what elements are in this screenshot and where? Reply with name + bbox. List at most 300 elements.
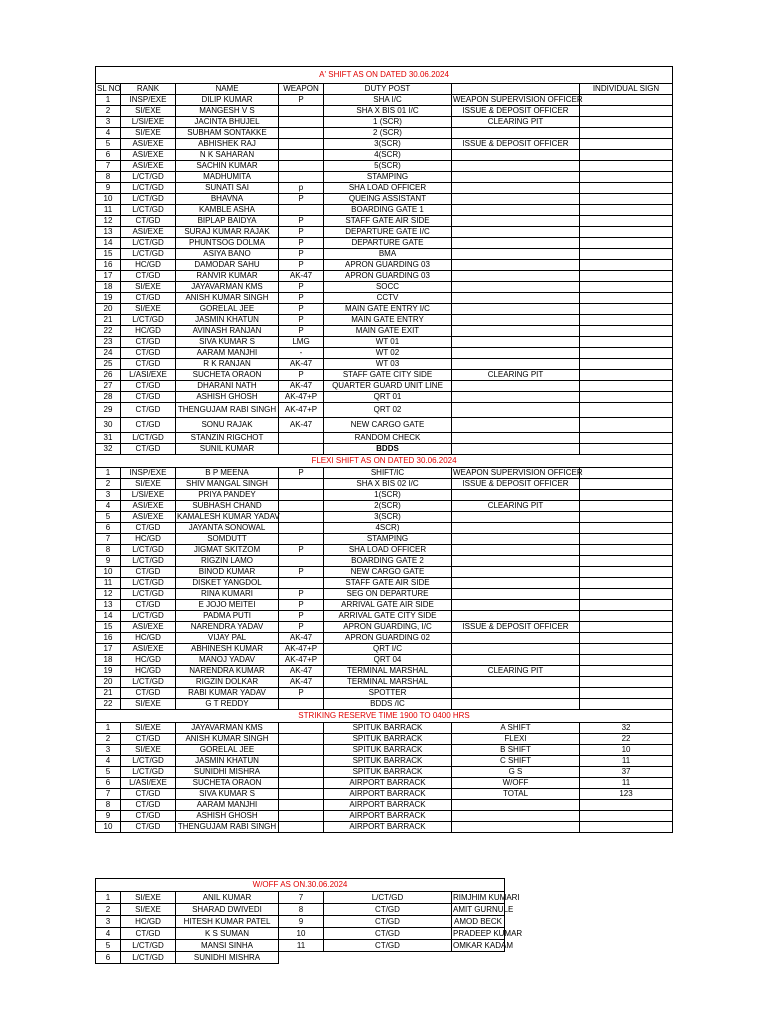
duty-post-cell: APRON GUARDING 03: [324, 271, 452, 282]
remarks-cell: ISSUE & DEPOSIT OFFICER: [452, 139, 580, 150]
table-row: [96, 952, 505, 964]
weapon-cell: P: [279, 282, 324, 293]
weapon-cell: P: [279, 468, 324, 479]
rank-cell: CT/GD: [121, 271, 176, 282]
name-cell: RIMJHIM KUMARI: [453, 892, 520, 902]
name-cell: ANISH KUMAR SINGH: [176, 734, 279, 745]
weapon-cell: [279, 501, 324, 512]
weapon-cell: P: [279, 304, 324, 315]
duty-post-cell: SHA LOAD OFFICER: [324, 545, 452, 556]
rank-cell: ASI/EXE: [121, 227, 176, 238]
duty-post-cell: QUEING ASSISTANT: [324, 194, 452, 205]
table-row: [96, 789, 673, 800]
duty-post-cell: RANDOM CHECK: [324, 433, 452, 444]
name-cell: SUNATI SAI: [176, 183, 279, 194]
weapon-cell: LMG: [279, 337, 324, 348]
sl-no-cell: 7: [279, 892, 324, 904]
sign-cell: [580, 418, 673, 433]
table-row: [96, 418, 673, 433]
table-row: [96, 161, 673, 172]
duty-post-cell: APRON GUARDING 03: [324, 260, 452, 271]
sign-cell: [580, 468, 673, 479]
remarks-cell: CLEARING PIT: [452, 117, 580, 128]
name-cell: BINOD KUMAR: [176, 567, 279, 578]
column-header: NAME: [176, 84, 279, 95]
duty-post-cell: CCTV: [324, 293, 452, 304]
sl-no-cell: 4: [96, 928, 121, 940]
remarks-cell: B SHIFT: [452, 745, 580, 756]
table-row: [96, 904, 505, 916]
table-row: [96, 403, 673, 418]
rank-cell: SI/EXE: [121, 699, 176, 710]
sign-cell: [580, 216, 673, 227]
remarks-cell: [452, 172, 580, 183]
sl-no-cell: 6: [96, 523, 121, 534]
remarks-cell: [452, 249, 580, 260]
table-row: [96, 916, 505, 928]
sl-no-cell: 14: [96, 611, 121, 622]
duty-post-cell: STAFF GATE AIR SIDE: [324, 578, 452, 589]
table-row: [96, 117, 673, 128]
sign-cell: [580, 800, 673, 811]
table-row: [96, 128, 673, 139]
weapon-cell: [279, 778, 324, 789]
duty-post-cell: WT 03: [324, 359, 452, 370]
rank-cell: L/CT/GD: [121, 433, 176, 444]
rank-cell: L/CT/GD: [121, 556, 176, 567]
remarks-cell: [452, 444, 580, 455]
name-cell: SURAJ KUMAR RAJAK: [176, 227, 279, 238]
woff-table: [95, 878, 523, 964]
table-row: [96, 778, 673, 789]
duty-post-cell: BOARDING GATE 1: [324, 205, 452, 216]
weapon-cell: [279, 512, 324, 523]
table-row: [96, 468, 673, 479]
sign-cell: [580, 699, 673, 710]
sign-cell: [580, 633, 673, 644]
rank-cell: CT/GD: [324, 916, 452, 928]
weapon-cell: P: [279, 589, 324, 600]
rank-cell: CT/GD: [324, 928, 452, 940]
rank-cell: HC/GD: [121, 655, 176, 666]
duty-post-cell: BMA: [324, 249, 452, 260]
rank-cell: CT/GD: [121, 403, 176, 418]
remarks-cell: [452, 418, 580, 433]
table-row: [96, 381, 673, 392]
section-title: FLEXI SHIFT AS ON DATED 30.06.2024: [96, 455, 673, 468]
name-cell: AVINASH RANJAN: [176, 326, 279, 337]
sl-no-cell: 12: [96, 589, 121, 600]
rank-cell: CT/GD: [121, 392, 176, 403]
table-row: [96, 359, 673, 370]
name-cell: PRIYA PANDEY: [176, 490, 279, 501]
name-cell: AARAM MANJHI: [176, 800, 279, 811]
weapon-cell: AK-47: [279, 677, 324, 688]
sl-no-cell: 1: [96, 892, 121, 904]
sign-cell: [580, 337, 673, 348]
sl-no-cell: 5: [96, 139, 121, 150]
duty-post-cell: 3(SCR): [324, 139, 452, 150]
table-row: [96, 567, 673, 578]
sl-no-cell: 3: [96, 117, 121, 128]
weapon-cell: P: [279, 216, 324, 227]
rank-cell: ASI/EXE: [121, 161, 176, 172]
rank-cell: HC/GD: [121, 633, 176, 644]
remarks-cell: [452, 271, 580, 282]
sl-no-cell: 10: [96, 822, 121, 833]
remarks-cell: ISSUE & DEPOSIT OFFICER: [452, 622, 580, 633]
rank-cell: HC/GD: [121, 916, 176, 928]
sl-no-cell: 4: [96, 501, 121, 512]
remarks-cell: [452, 293, 580, 304]
rank-cell: CT/GD: [121, 348, 176, 359]
table-row: [96, 578, 673, 589]
rank-cell: CT/GD: [121, 822, 176, 833]
rank-cell: HC/GD: [121, 326, 176, 337]
table-row: [96, 655, 673, 666]
sl-no-cell: 5: [96, 512, 121, 523]
rank-cell: L/CT/GD: [121, 249, 176, 260]
sign-cell: [580, 490, 673, 501]
table-row: [96, 822, 673, 833]
remarks-cell: [452, 433, 580, 444]
name-cell: PRADEEP KUMAR: [453, 928, 523, 938]
remarks-cell: [452, 655, 580, 666]
name-cell: JAYANTA SONOWAL: [176, 523, 279, 534]
sl-no-cell: 2: [96, 106, 121, 117]
remarks-cell: [452, 282, 580, 293]
duty-post-cell: ARRIVAL GATE AIR SIDE: [324, 600, 452, 611]
section-title: STRIKING RESERVE TIME 1900 TO 0400 HRS: [96, 710, 673, 723]
duty-post-cell: MAIN GATE EXIT: [324, 326, 452, 337]
remarks-cell: CLEARING PIT: [452, 501, 580, 512]
rank-cell: L/ASI/EXE: [121, 370, 176, 381]
name-cell: E JOJO MEITEI: [176, 600, 279, 611]
duty-post-cell: NEW CARGO GATE: [324, 567, 452, 578]
duty-post-cell: QRT I/C: [324, 644, 452, 655]
rank-cell: CT/GD: [121, 216, 176, 227]
name-cell: SACHIN KUMAR: [176, 161, 279, 172]
duty-post-cell: SHIFT/IC: [324, 468, 452, 479]
table-row: [96, 183, 673, 194]
table-row: [96, 392, 673, 403]
sign-cell: [580, 567, 673, 578]
weapon-cell: [279, 106, 324, 117]
sl-no-cell: 10: [279, 928, 324, 940]
name-cell: K S SUMAN: [176, 928, 279, 940]
rank-cell: L/CT/GD: [121, 545, 176, 556]
duty-post-cell: QRT 04: [324, 655, 452, 666]
remarks-cell: WEAPON SUPERVISION OFFICER: [453, 468, 583, 477]
table-row: [96, 545, 673, 556]
sign-cell: [580, 677, 673, 688]
name-cell: DISKET YANGDOL: [176, 578, 279, 589]
sign-cell: 123: [580, 789, 673, 800]
rank-cell: CT/GD: [121, 789, 176, 800]
sl-no-cell: 5: [96, 940, 121, 952]
rank-cell: CT/GD: [121, 800, 176, 811]
name-cell: G T REDDY: [176, 699, 279, 710]
sl-no-cell: 26: [96, 370, 121, 381]
sign-cell: [580, 95, 673, 106]
remarks-cell: [452, 183, 580, 194]
remarks-cell: [452, 822, 580, 833]
name-cell: THENGUJAM RABI SINGH: [176, 822, 279, 833]
duty-post-cell: TERMINAL MARSHAL: [324, 677, 452, 688]
rank-cell: CT/GD: [121, 734, 176, 745]
weapon-cell: [279, 811, 324, 822]
sign-cell: [580, 315, 673, 326]
remarks-cell: [452, 348, 580, 359]
name-cell: VIJAY PAL: [176, 633, 279, 644]
rank-cell: SI/EXE: [121, 745, 176, 756]
remarks-cell: [452, 578, 580, 589]
sl-no-cell: 11: [96, 205, 121, 216]
sl-no-cell: 6: [96, 150, 121, 161]
name-cell: SOMDUTT: [176, 534, 279, 545]
remarks-cell: [452, 589, 580, 600]
weapon-cell: P: [279, 688, 324, 699]
weapon-cell: [279, 205, 324, 216]
rank-cell: CT/GD: [324, 904, 452, 916]
rank-cell: CT/GD: [121, 293, 176, 304]
remarks-cell: CLEARING PIT: [452, 370, 580, 381]
table-row: [96, 238, 673, 249]
sl-no-cell: 14: [96, 238, 121, 249]
rank-cell: ASI/EXE: [121, 501, 176, 512]
weapon-cell: [279, 117, 324, 128]
duty-post-cell: DEPARTURE GATE: [324, 238, 452, 249]
sl-no-cell: 8: [96, 545, 121, 556]
sl-no-cell: 15: [96, 622, 121, 633]
rank-cell: L/CT/GD: [121, 205, 176, 216]
table-row: [96, 348, 673, 359]
column-header: WEAPON: [279, 84, 324, 95]
table-row: [96, 688, 673, 699]
name-cell: OMKAR KADAM: [453, 940, 514, 950]
name-cell: JASMIN KHATUN: [176, 315, 279, 326]
remarks-cell: [452, 227, 580, 238]
sign-cell: [580, 260, 673, 271]
sl-no-cell: 29: [96, 403, 121, 418]
duty-post-cell: SHA I/C: [324, 95, 452, 106]
sl-no-cell: 3: [96, 916, 121, 928]
sl-no-cell: 1: [96, 468, 121, 479]
rank-cell: L/CT/GD: [121, 238, 176, 249]
name-cell: AMIT GURNULE: [453, 904, 514, 914]
table-row: [96, 271, 673, 282]
name-cell: ASHISH GHOSH: [176, 392, 279, 403]
rank-cell: CT/GD: [121, 337, 176, 348]
column-header: [452, 84, 580, 95]
table-row: [96, 282, 673, 293]
rank-cell: ASI/EXE: [121, 622, 176, 633]
rank-cell: SI/EXE: [121, 479, 176, 490]
sign-cell: [580, 655, 673, 666]
name-cell: MANOJ YADAV: [176, 655, 279, 666]
table-row: [96, 745, 673, 756]
remarks-cell: [452, 534, 580, 545]
rank-cell: CT/GD: [121, 418, 176, 433]
table-row: [96, 315, 673, 326]
sl-no-cell: 18: [96, 655, 121, 666]
sign-cell: [580, 578, 673, 589]
duty-post-cell: WT 01: [324, 337, 452, 348]
sl-no-cell: 9: [96, 811, 121, 822]
duty-post-cell: 1(SCR): [324, 490, 452, 501]
duty-post-cell: STAFF GATE CITY SIDE: [324, 370, 452, 381]
duty-post-cell: AIRPORT BARRACK: [324, 789, 452, 800]
rank-cell: CT/GD: [121, 359, 176, 370]
sl-no-cell: 8: [279, 904, 324, 916]
rank-cell: L/CT/GD: [121, 756, 176, 767]
duty-post-cell: 4(SCR): [324, 150, 452, 161]
sl-no-cell: 7: [96, 161, 121, 172]
duty-post-cell: MAIN GATE ENTRY: [324, 315, 452, 326]
sl-no-cell: 30: [96, 418, 121, 433]
weapon-cell: AK-47: [279, 633, 324, 644]
name-cell: SIVA KUMAR S: [176, 337, 279, 348]
remarks-cell: [452, 677, 580, 688]
rank-cell: L/CT/GD: [121, 578, 176, 589]
weapon-cell: [279, 699, 324, 710]
name-cell: B P MEENA: [176, 468, 279, 479]
table-row: [96, 95, 673, 106]
name-cell: JASMIN KHATUN: [176, 756, 279, 767]
table-row: [96, 666, 673, 677]
rank-cell: HC/GD: [121, 666, 176, 677]
sl-no-cell: 3: [96, 745, 121, 756]
sl-no-cell: 1: [96, 95, 121, 106]
name-cell: KAMALESH KUMAR YADAV: [177, 512, 280, 521]
column-header: INDIVIDUAL SIGN: [580, 84, 673, 95]
name-cell: JIGMAT SKITZOM: [176, 545, 279, 556]
sl-no-cell: 13: [96, 227, 121, 238]
rank-cell: CT/GD: [121, 523, 176, 534]
remarks-cell: [452, 556, 580, 567]
sl-no-cell: 11: [279, 940, 324, 952]
rank-cell: CT/GD: [121, 928, 176, 940]
name-cell: AARAM MANJHI: [176, 348, 279, 359]
weapon-cell: [279, 490, 324, 501]
table-row: [96, 940, 505, 952]
remarks-cell: [452, 359, 580, 370]
rank-cell: SI/EXE: [121, 282, 176, 293]
sl-no-cell: 5: [96, 767, 121, 778]
rank-cell: INSP/EXE: [121, 95, 176, 106]
sign-cell: [580, 249, 673, 260]
name-cell: PADMA PUTI: [176, 611, 279, 622]
sl-no-cell: 27: [96, 381, 121, 392]
sign-cell: [580, 106, 673, 117]
remarks-cell: ISSUE & DEPOSIT OFFICER: [452, 479, 580, 490]
table-row: [96, 150, 673, 161]
weapon-cell: [279, 578, 324, 589]
sl-no-cell: 2: [96, 479, 121, 490]
table-row: [96, 249, 673, 260]
sl-no-cell: 11: [96, 578, 121, 589]
duty-post-cell: SPITUK BARRACK: [324, 745, 452, 756]
remarks-cell: [452, 800, 580, 811]
table-row: [96, 589, 673, 600]
duty-post-cell: QRT 01: [324, 392, 452, 403]
table-row: [96, 139, 673, 150]
name-cell: ABHISHEK RAJ: [176, 139, 279, 150]
name-cell: SUNIDHI MISHRA: [176, 952, 279, 964]
column-header: RANK: [121, 84, 176, 95]
weapon-cell: P: [279, 326, 324, 337]
table-row: [96, 501, 673, 512]
table-row: [96, 734, 673, 745]
weapon-cell: [279, 734, 324, 745]
rank-cell: L/CT/GD: [121, 767, 176, 778]
sign-cell: [580, 600, 673, 611]
sign-cell: [580, 348, 673, 359]
weapon-cell: [279, 756, 324, 767]
remarks-cell: [452, 600, 580, 611]
sign-cell: [580, 666, 673, 677]
sign-cell: [580, 822, 673, 833]
name-cell: DHARANI NATH: [176, 381, 279, 392]
sign-cell: [580, 139, 673, 150]
name-cell: GORELAL JEE: [176, 745, 279, 756]
name-cell: KAMBLE ASHA: [176, 205, 279, 216]
weapon-cell: [279, 139, 324, 150]
sign-cell: [580, 238, 673, 249]
name-cell: ASIYA BANO: [176, 249, 279, 260]
table-row: [96, 633, 673, 644]
sign-cell: [580, 501, 673, 512]
duty-post-cell: STAFF GATE AIR SIDE: [324, 216, 452, 227]
weapon-cell: [279, 150, 324, 161]
column-header: SL NO: [97, 84, 121, 93]
rank-cell: L/CT/GD: [121, 183, 176, 194]
rank-cell: SI/EXE: [121, 892, 176, 904]
remarks-cell: [452, 205, 580, 216]
sign-cell: [580, 183, 673, 194]
rank-cell: L/CT/GD: [121, 940, 176, 952]
sign-cell: [580, 545, 673, 556]
remarks-cell: [452, 150, 580, 161]
remarks-cell: [452, 567, 580, 578]
sl-no-cell: 21: [96, 688, 121, 699]
weapon-cell: [279, 534, 324, 545]
sign-cell: [580, 479, 673, 490]
rank-cell: HC/GD: [121, 534, 176, 545]
sl-no-cell: 4: [96, 128, 121, 139]
header-row: [96, 84, 673, 95]
sl-no-cell: 23: [96, 337, 121, 348]
name-cell: SHIV MANGAL SINGH: [176, 479, 279, 490]
rank-cell: CT/GD: [121, 444, 176, 455]
name-cell: SIVA KUMAR S: [176, 789, 279, 800]
duty-post-cell: SHA X BIS 01 I/C: [324, 106, 452, 117]
weapon-cell: P: [279, 249, 324, 260]
remarks-cell: [452, 326, 580, 337]
rank-cell: CT/GD: [121, 381, 176, 392]
sign-cell: 11: [580, 778, 673, 789]
weapon-cell: p: [279, 183, 324, 194]
section-title: W/OFF AS ON.30.06.2024: [96, 879, 505, 892]
rank-cell: INSP/EXE: [121, 468, 176, 479]
weapon-cell: P: [279, 600, 324, 611]
sign-cell: [580, 150, 673, 161]
name-cell: AMOD BECK: [452, 916, 505, 928]
weapon-cell: AK-47: [279, 418, 324, 433]
remarks-cell: FLEXI: [452, 734, 580, 745]
sl-no-cell: 8: [96, 800, 121, 811]
sign-cell: [580, 622, 673, 633]
